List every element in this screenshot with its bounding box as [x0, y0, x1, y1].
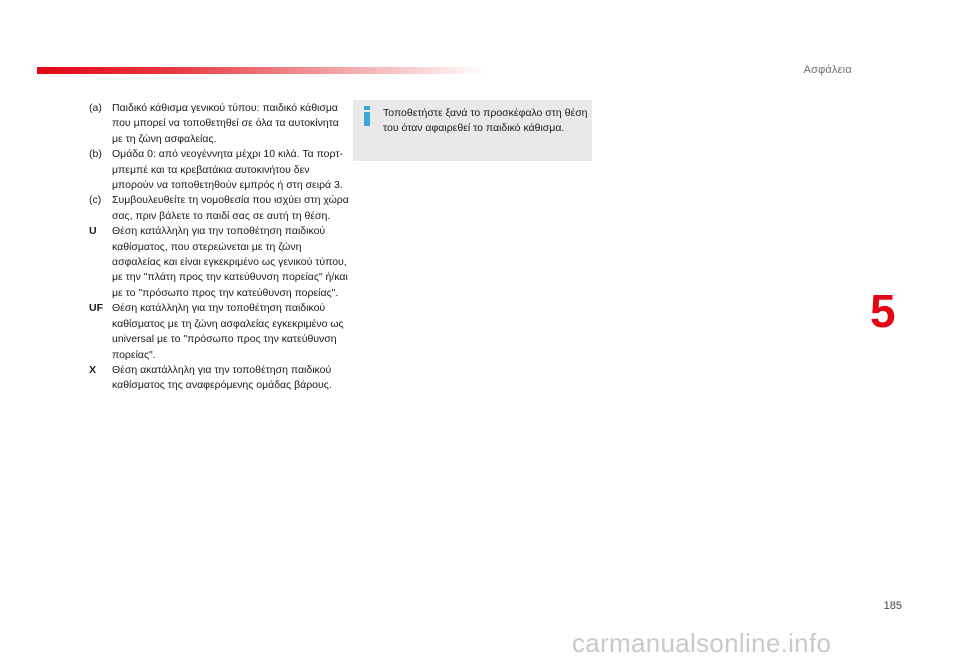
definition-text: Θέση κατάλληλη για την τοποθέτηση παιδικού καθίσματος με τη ζώνη ασφαλείας εγκεκριμένο ως universal με το "πρόσωπο προς την κατεύθυνση πορείας". [112, 302, 344, 361]
definition-key: U [89, 225, 97, 238]
section-title: Ασφάλεια [803, 64, 852, 76]
info-icon [363, 106, 371, 126]
definition-text: Συμβουλευθείτε τη νομοθεσία που ισχύει στη χώρα σας, πριν βάλετε το παιδί σας σε αυτή τη θέση. [112, 194, 349, 222]
info-note-text: Τοποθετήστε ξανά το προσκέφαλο στη θέση του όταν αφαιρεθεί το παιδικό κάθισμα. [383, 107, 588, 135]
definition-key: (c) [89, 194, 102, 207]
definition-key: (b) [89, 148, 102, 161]
definition-item [89, 301, 349, 363]
definition-key: (a) [89, 102, 102, 114]
definition-key: UF [89, 302, 103, 315]
definition-item [89, 101, 349, 147]
definition-text: Θέση ακατάλληλη για την τοποθέτηση παιδικού καθίσματος της αναφερόμενης ομάδας βάρους. [112, 363, 332, 392]
header-accent-bar [37, 67, 487, 74]
definition-item [89, 363, 349, 394]
definition-key: X [89, 363, 97, 376]
chapter-number: 5 [870, 285, 896, 337]
definition-text: Ομάδα 0: από νεογέννητα μέχρι 10 κιλά. Τα πορτ-μπεμπέ και τα κρεβατάκια αυτοκινήτου δεν μπορούν να τοποθετηθούν εμπρός ή στη σειρά 3. [112, 148, 343, 192]
page-number: 185 [883, 600, 902, 612]
definition-text: Θέση κατάλληλη για την τοποθέτηση παιδικού καθίσματος, που στερεώνεται με τη ζώνη ασφαλείας και είναι εγκεκριμένο ως γενικού τύπου, με την "πλάτη προς την κατεύθυνση πορείας" ή/και με το "πρόσωπο προς την κατεύθυνση πορείας". [112, 225, 348, 299]
definition-item [89, 193, 349, 224]
definition-item [89, 224, 349, 301]
info-note-box [353, 100, 592, 161]
definition-item [89, 147, 349, 193]
watermark: carmanualsonline.info [572, 628, 832, 658]
definitions-list [89, 101, 349, 394]
definition-text: Παιδικό κάθισμα γενικού τύπου: παιδικό κάθισμα που μπορεί να τοποθετηθεί σε όλα τα αυτοκίνητα με τη ζώνη ασφαλείας. [112, 102, 339, 145]
